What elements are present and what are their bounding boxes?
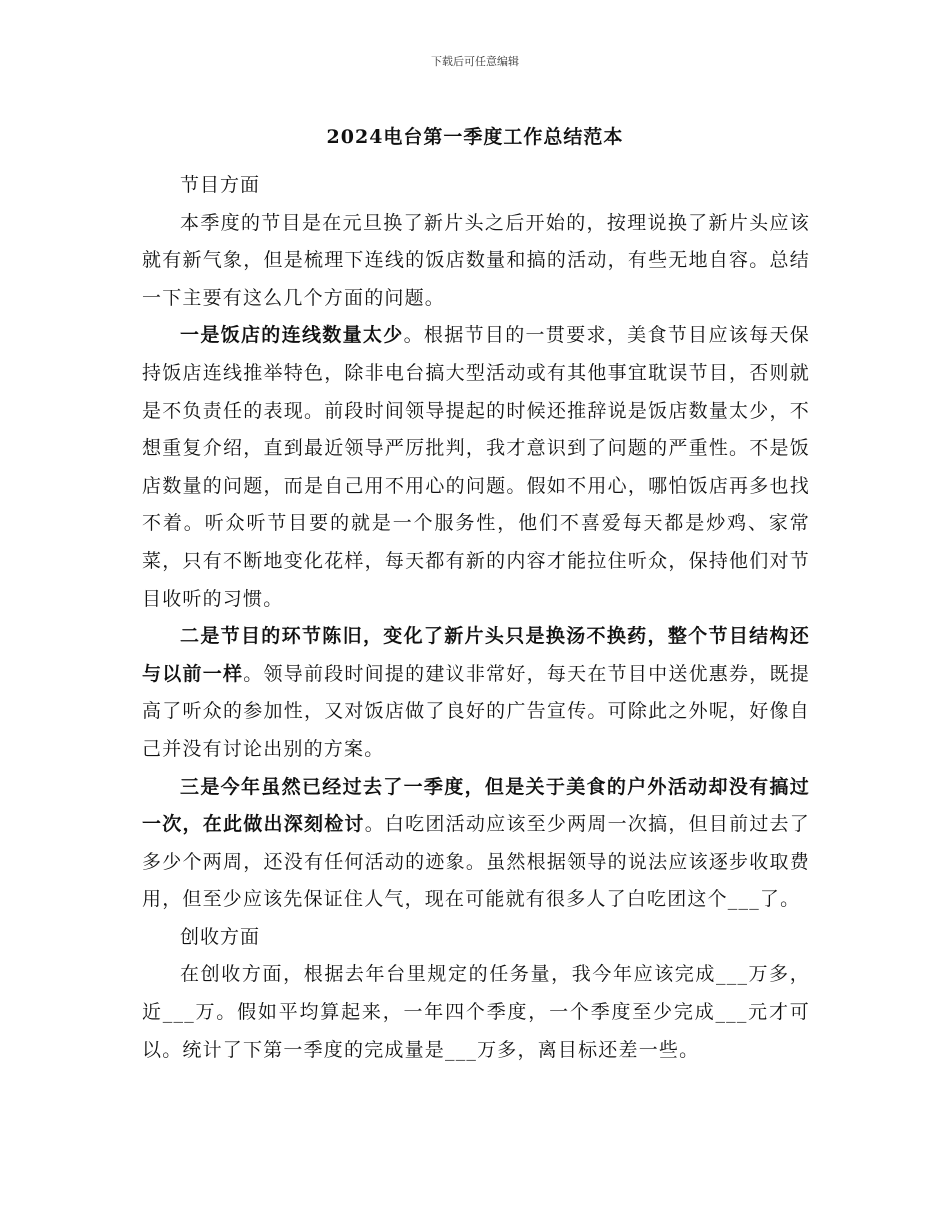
section-heading-revenue: 创收方面 [180,925,261,948]
point-two-paragraph [142,618,810,768]
point-two-lead: 二是节目的环节陈旧，变化了新片头只是换汤不换药，整个节目结构还与以前一样 [142,625,810,685]
point-one-text: 。根据节目的一贯要求，美食节目应该每天保持饭店连线推举特色，除非电台搞大型活动或有其他事宜耽误节目，否则就是不负责任的表现。前段时间领导提起的时候还推辞说是饭店数量太少，不想重复介绍，直到最近领导严厉批判，我才意识到了问题的严重性。不是饭店数量的问题，而是自己用不用心的问题。假如不用心，哪怕饭店再多也找不着。听众听节目要的就是一个服务性，他们不喜爱每天都是炒鸡、家常菜，只有不断地变化花样，每天都有新的内容才能拉住听众，保持他们对节目收听的习惯。 [142,324,810,610]
point-three-text: 。白吃团活动应该至少两周一次搞，但目前过去了多少个两周，还没有任何活动的迹象。虽然根据领导的说法应该逐步收取费用，但至少应该先保证住人气，现在可能就有很多人了白吃团这个___了。 [142,813,811,911]
page-header-note: 下载后可任意编辑 [431,55,519,68]
point-one-paragraph [142,317,810,618]
document-title: 2024电台第一季度工作总结范本 [326,126,624,148]
revenue-paragraph: 在创收方面，根据去年台里规定的任务量，我今年应该完成___万多，近___万。假如平均算起来，一年四个季度，一个季度至少完成___元才可以。统计了下第一季度的完成量是___万多，离目标还差一些。 [142,963,810,1061]
document-body [142,167,810,1069]
point-three-lead: 三是今年虽然已经过去了一季度，但是关于美食的户外活动却没有搞过一次，在此做出深刻检讨 [142,775,810,836]
intro-paragraph: 本季度的节目是在元旦换了新片头之后开始的，按理说换了新片头应该就有新气象，但是梳理下连线的饭店数量和搞的活动，有些无地自容。总结一下主要有这么几个方面的问题。 [142,211,810,309]
point-two-text: 。领导前段时间提的建议非常好，每天在节目中送优惠券，既提高了听众的参加性，又对饭店做了良好的广告宣传。可除此之外呢，好像自己并没有讨论出别的方案。 [142,662,810,760]
section-heading-program: 节目方面 [180,174,261,196]
point-three-paragraph [142,769,810,919]
point-one-lead: 一是饭店的连线数量太少 [180,324,404,347]
